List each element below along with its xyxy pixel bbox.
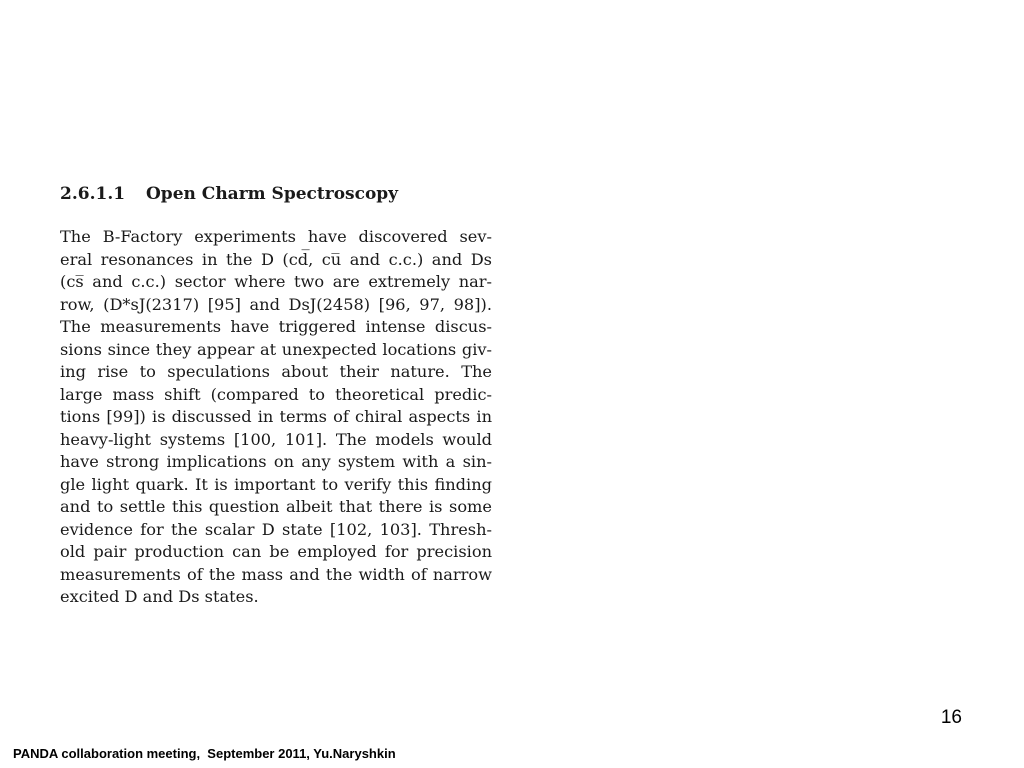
paragraph-line: ing rise to speculations about their nature. The <box>60 362 492 381</box>
paragraph-line: row, (D*sJ(2317) [95] and DsJ(2458) [96, 97, 98]). <box>60 294 492 314</box>
section-heading <box>60 184 492 204</box>
paragraph-line: The measurements have triggered intense discus- <box>60 317 492 336</box>
paragraph-line: and to settle this question albeit that there is some <box>60 497 492 516</box>
paragraph-line: evidence for the scalar D state [102, 103]. Thresh- <box>60 519 492 539</box>
section-number: 2.6.1.1 <box>60 184 126 204</box>
paragraph-line: heavy-light systems [100, 101]. The models would <box>60 429 492 449</box>
paragraph-line: sions since they appear at unexpected locations giv- <box>60 339 492 359</box>
paragraph-line: The B-Factory experiments have discovered sev- <box>60 227 492 246</box>
paragraph-line: gle light quark. It is important to verify this finding <box>60 474 492 494</box>
paragraph-line: eral resonances in the D (cd̅, cu̅ and c.c.) and Ds <box>60 249 492 269</box>
section-title: Open Charm Spectroscopy <box>146 184 399 204</box>
page-number: 16 <box>940 707 962 728</box>
paragraph-line: measurements of the mass and the width of narrow <box>60 564 492 584</box>
paragraph <box>60 226 492 609</box>
paragraph-line: old pair production can be employed for precision <box>60 542 492 561</box>
footer-credit: PANDA collaboration meeting, September 2011, Yu.Naryshkin <box>13 746 396 761</box>
paragraph-line: tions [99]) is discussed in terms of chiral aspects in <box>60 407 492 426</box>
paragraph-line: excited D and Ds states. <box>60 587 259 606</box>
paragraph-line: (cs̅ and c.c.) sector where two are extremely nar- <box>60 272 492 291</box>
paragraph-line: large mass shift (compared to theoretical predic- <box>60 384 492 404</box>
paragraph-line: have strong implications on any system with a sin- <box>60 452 492 471</box>
paper-excerpt <box>60 184 492 609</box>
